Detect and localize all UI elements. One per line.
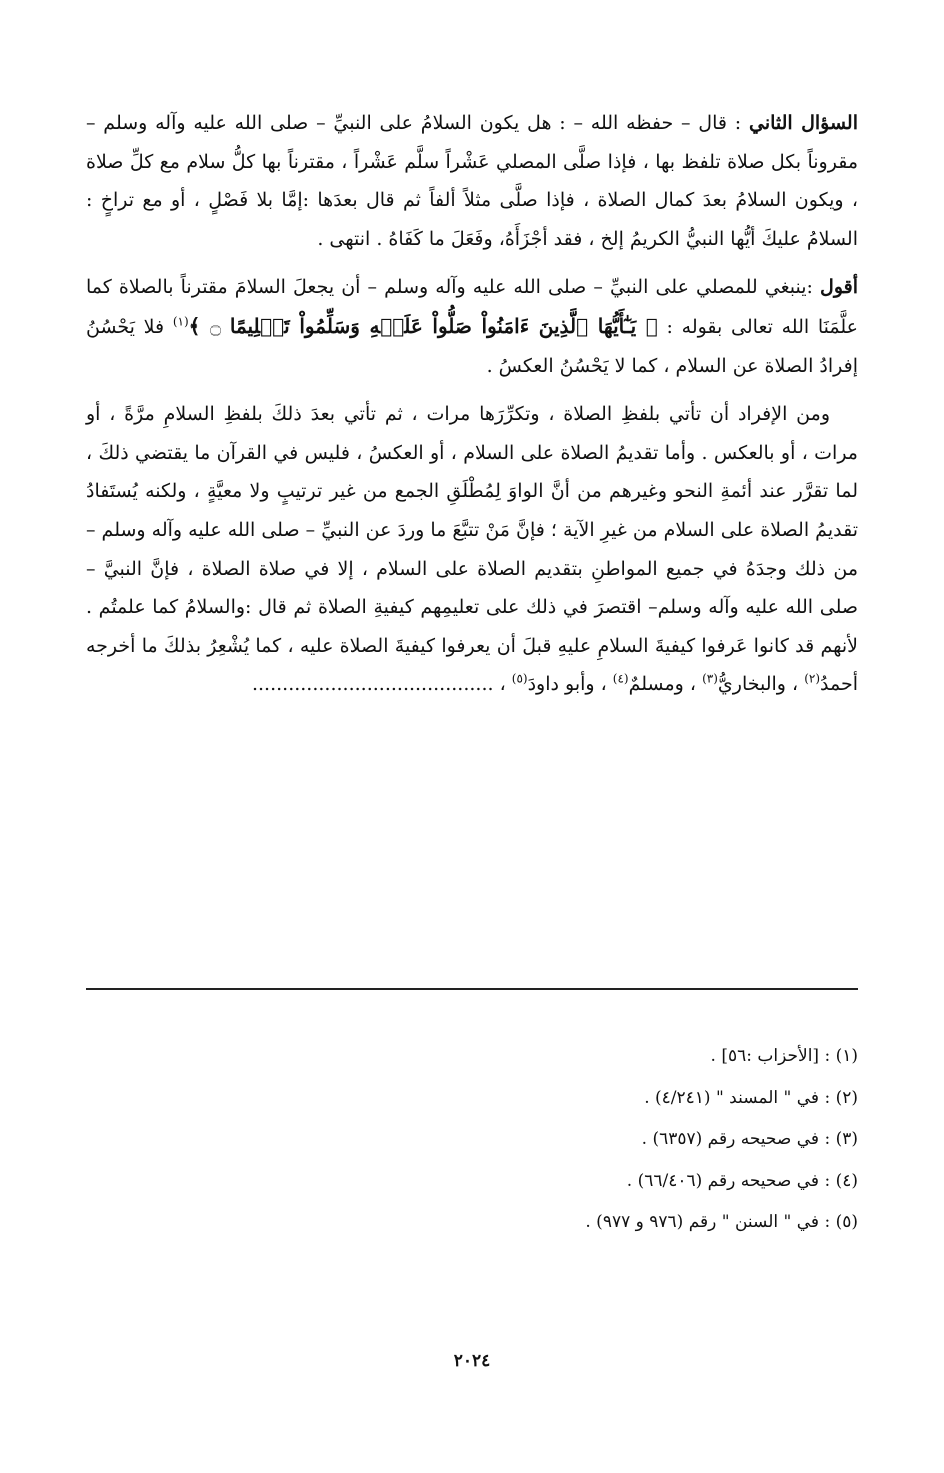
footnote-4: (٤) : في صحيحه رقم (٦٦/٤٠٦) . [626,1170,858,1191]
answer-text-after: فلا يَحْسُنُ إفرادُ الصلاة عن السلام ، كما لا يَحْسُنُ العكسُ . [86,315,858,377]
citation-muslim: ، ومسلمٌ [628,673,703,696]
discussion-tail: ، [493,673,512,696]
quran-close-bracket: ﴾ [188,313,210,338]
continuation-dots: ........................................ [251,673,494,696]
footnotes [86,1036,858,1244]
paragraph-answer [86,268,858,385]
paragraph-discussion [86,395,858,704]
footnote-3: (٣) : في صحيحه رقم (٦٣٥٧) . [641,1129,858,1150]
question-heading: السؤال الثاني [748,112,858,134]
page-number: ٢٠٢٤ [453,1351,491,1371]
footnote-ref-2[interactable]: (٢) [804,671,821,686]
paragraph-question [86,104,858,258]
answer-heading: أقول [820,276,858,299]
citation-bukhari: ، والبخاريُّ [717,673,805,696]
footnote-2: (٢) : في " المسند " (٤/٢٤١) . [644,1087,858,1108]
quran-verse: ﴿ يَـٰٓأَيُّهَا ٱلَّذِينَ ءَامَنُواْ صَلُّواْ عَلَيۡهِ وَسَلِّمُواْ تَسۡلِيمًا [229,313,658,338]
footnote-ref-3[interactable]: (٣) [702,671,718,686]
footnote-separator [86,988,858,990]
question-text: : قال – حفظه الله – : هل يكون السلامُ على النبيِّ – صلى الله عليه وآله وسلم – مقروناً بكل صلاة تلفظ بها ، فإذا صلَّى المصلي عَشْراً سلَّم عَشْراً ، مقترناً بها كلُّ سلام مع كلِّ صلاة ، ويكون السلامُ بعدَ كمال الصلاة ، فإذا صلَّى مثلاً ألفاً ثم قال بعدَها :إمَّا بلا فَصْلٍ ، أو مع تراخٍ : السلامُ عليكَ أيُّها النبيُّ الكريمُ إلخ ، فقد أجْزَأَهُ، وفَعَلَ ما كَفَاهُ . انتهى . [86,112,858,250]
footnote-ref-4[interactable]: (٤) [612,671,629,686]
answer-text: :ينبغي للمصلي على النبيِّ – صلى الله عليه وآله وسلم – أن يجعلَ السلامَ مقترناً بالصلاة كما علَّمَنَا الله تعالى بقوله : [86,276,858,338]
citation-ahmad: أحمدُ [820,673,858,696]
discussion-text: ومن الإفراد أن تأتي بلفظِ الصلاة ، وتكرِّرَها مرات ، ثم تأتي بعدَ ذلكَ بلفظِ السلامِ مرَّةً ، أو مرات ، أو بالعكس . وأما تقديمُ الصلاة على السلام ، أو العكسُ ، فليس في القرآن ما يقتضي ذلكَ ، لما تقرَّر عند أئمةِ النحو وغيرهم من أنَّ الواوَ لِمُطْلَقِ الجمع من غير ترتيبٍ ولا معيَّةٍ ، ولكنه يُستَفادُ تقديمُ الصلاة على السلام من غيرِ الآية ؛ فإنَّ مَنْ تتبَّعَ ما وردَ عن النبيِّ – صلى الله عليه وآله وسلم – من ذلك وجدَهُ في جميع المواطنِ بتقديم الصلاة على السلام ، إلا في صلاة الصلاة ، فإنَّ النبيَّ – صلى الله عليه وآله وسلم– اقتصرَ في ذلك على تعليمِهم كيفيةِ الصلاة ثم قال :والسلامُ كما علمتُم . لأنهم قد كانوا عَرفوا كيفيةَ السلامِ عليهِ قبلَ أن يعرفوا كيفيةَ الصلاة عليه ، كما يُشْعِرُ بذلكَ ما أخرجه [86,403,858,657]
ayah-number-mark: ۝ [210,315,222,338]
footnote-ref-5[interactable]: (٥) [511,671,528,686]
main-text [86,104,858,714]
footnote-5: (٥) : في " السنن " رقم (٩٧٦ و ٩٧٧) . [585,1212,858,1233]
footnote-ref-1[interactable]: (١) [172,314,189,329]
footnote-1: (١) : [الأحزاب :٥٦] . [710,1046,858,1066]
citation-abu-dawud: ، وأبو داودَ [527,673,613,696]
